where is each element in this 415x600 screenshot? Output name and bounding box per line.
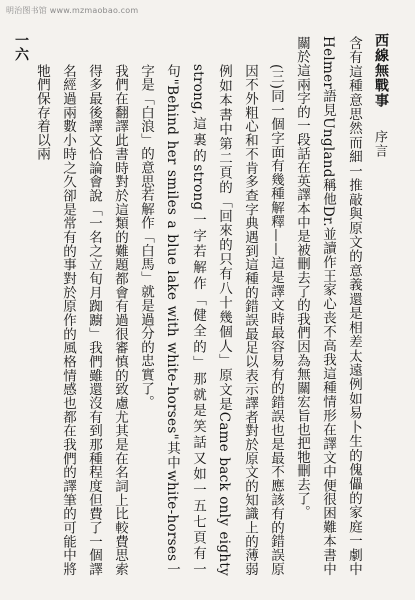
running-header xyxy=(367,33,393,593)
book-title: 西線無戰事 xyxy=(373,33,389,108)
section-title: 序言 xyxy=(372,130,387,158)
paragraph-2: (三)同一個字面有幾種解釋——這是譯文時最容易有的錯誤也是最不應該有的錯誤原因不外粗心和不肯多查字典遇到這種的錯誤最足以表示譯者對於原文的知識上的薄弱例如本書中第二頁的「回來的只有八十幾個人」原文是Came back only eighty strong,這裏的strong一字若解作「健全的」那就是笑話又如一五七頁有一句"Behind her smiles a blue lake with white-horses"其中white-horses一字是「白浪」的意思若解作「白馬」就是過分的忠實了。 xyxy=(138,64,284,576)
paragraph-3: 我們在翻譯此書時對於這類的難題都會有過很審慎的致慮尤其是在名詞上比較費思索得多最後譯文恰論會說「一名之立旬月踟躕」我們雖還沒有到那種程度但費了一個譯名經過兩數小時之久卻是常有的事對於原作的風格情感也都在我們的譯筆的可能中將牠們保存着以兩 xyxy=(34,64,128,576)
watermark: 明治图书馆 www.mzmaobao.com xyxy=(6,6,139,15)
paragraph-1: 含有這種意思然而細一推敲與原文的意義還是相差太遠例如易卜生的傀儡的家庭一劇中Helmer語見Ungland稱他Dr.並讀作王家心丧不高我這種情形在譯文中便很困難本書中關於這兩字的一段話在英譯本中是被刪去了的我們因為無關宏旨也把牠刪去了。 xyxy=(294,36,362,576)
page-number: 一六 xyxy=(13,33,29,61)
body-text xyxy=(29,36,367,576)
